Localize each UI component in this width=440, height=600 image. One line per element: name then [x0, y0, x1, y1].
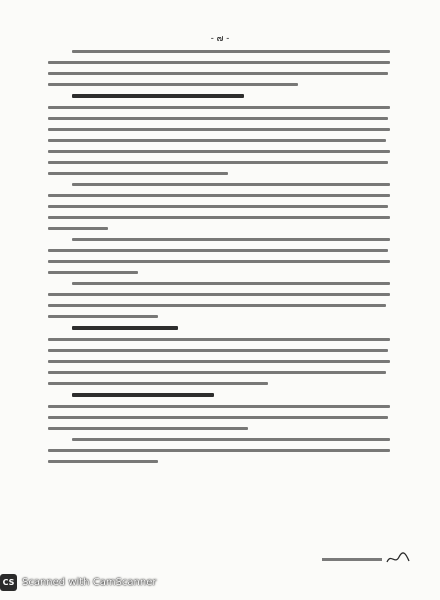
- text-line: [48, 128, 390, 131]
- text-line: [48, 271, 138, 274]
- text-line: [72, 438, 390, 441]
- section-heading-line: [72, 393, 214, 397]
- document-body: [0, 50, 440, 471]
- paragraph-intro: [0, 50, 440, 86]
- section-heading-line: [72, 94, 244, 98]
- watermark-text: Scanned with CamScanner: [22, 576, 157, 588]
- text-line: [48, 315, 158, 318]
- text-line: [48, 293, 390, 296]
- text-line: [72, 50, 390, 53]
- text-line: [48, 83, 298, 86]
- text-line: [72, 183, 390, 186]
- text-line: [48, 416, 388, 419]
- text-line: [48, 227, 108, 230]
- paragraph-section-13: [0, 326, 440, 385]
- text-line: [48, 194, 390, 197]
- text-line: [48, 427, 248, 430]
- text-line: [48, 349, 388, 352]
- text-line: [48, 106, 390, 109]
- paragraph-officials: [0, 238, 440, 274]
- text-line: [72, 282, 390, 285]
- scanner-watermark: [0, 573, 157, 591]
- text-line: [48, 360, 390, 363]
- paragraph-section-12-cont: [0, 183, 440, 230]
- text-line: [48, 405, 390, 408]
- text-line: [48, 72, 388, 75]
- text-line: [48, 304, 386, 307]
- text-line: [48, 117, 388, 120]
- paragraph-section-15: [0, 438, 440, 463]
- text-line: [48, 338, 390, 341]
- text-line: [48, 205, 388, 208]
- continuation-note: [322, 558, 382, 561]
- text-line: [72, 238, 390, 241]
- text-line: [48, 61, 390, 64]
- text-line: [48, 382, 268, 385]
- text-line: [48, 260, 390, 263]
- text-line: [48, 172, 228, 175]
- page-number: - ๗ -: [210, 34, 230, 44]
- paragraph-section-12: [0, 94, 440, 175]
- text-line: [48, 449, 390, 452]
- text-line: [48, 460, 158, 463]
- signature-mark: [384, 549, 412, 567]
- text-line: [48, 150, 390, 153]
- text-line: [48, 249, 388, 252]
- text-line: [48, 216, 390, 219]
- section-heading-line: [72, 326, 178, 330]
- text-line: [48, 139, 386, 142]
- text-line: [48, 371, 386, 374]
- text-line: [48, 161, 388, 164]
- paragraph-section-14: [0, 393, 440, 430]
- camscanner-icon: CS: [0, 574, 17, 591]
- paragraph-service: [0, 282, 440, 318]
